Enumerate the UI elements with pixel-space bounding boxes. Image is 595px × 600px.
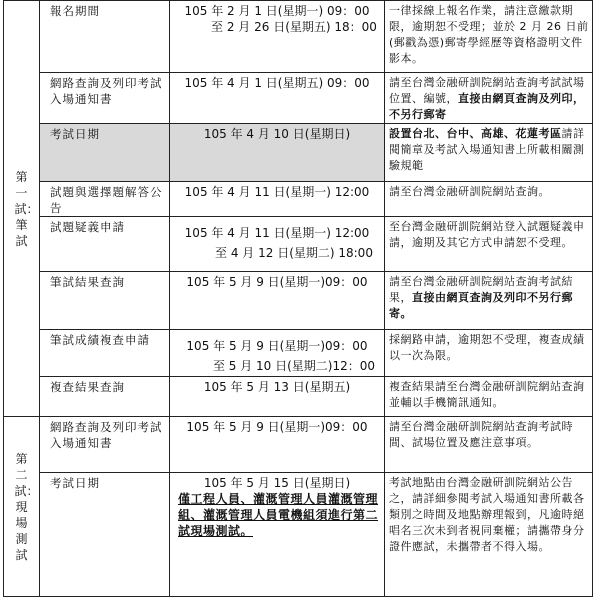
item-cell: 筆試成績複查申請 — [40, 330, 170, 377]
note-bold-text: 設置台北、台中、高雄、花蓮考區 — [389, 127, 562, 140]
date-line: 至 4 月 12 日(星期二) 18:00 — [215, 246, 373, 260]
date-line: 105 年 5 月 9 日(星期一)09：00 — [186, 420, 368, 434]
date-cell — [170, 330, 385, 377]
table-row — [4, 1, 593, 73]
date-cell — [170, 217, 385, 272]
date-cell — [170, 377, 385, 417]
item-cell: 考試日期 — [40, 473, 170, 597]
note-cell — [385, 73, 593, 124]
date-line: 105 年 4 月 11 日(星期一) 12:00 — [184, 185, 370, 199]
table-row — [4, 124, 593, 182]
note-bold-text: 直接由網頁查詢及列印，不另行郵寄 — [389, 92, 585, 121]
table-row — [4, 330, 593, 377]
date-line: 105 年 4 月 1 日(星期五) 09：00 — [184, 76, 370, 90]
note-cell: 請至台灣金融研訓院網站查詢考試時間、試場位置及應注意事項。 — [385, 417, 593, 473]
table-row — [4, 217, 593, 272]
date-cell — [170, 73, 385, 124]
note-cell: 請至台灣金融研訓院網站查詢。 — [385, 182, 593, 217]
date-cell — [170, 1, 385, 73]
stage-1-label: 第一試：筆試 — [14, 169, 39, 248]
stage-2-cell — [4, 417, 40, 597]
item-cell: 網路查詢及列印考試入場通知書 — [40, 73, 170, 124]
date-line: 至 2 月 26 日(星期五) 18：00 — [211, 20, 377, 34]
item-cell: 考試日期 — [40, 124, 170, 182]
table-row — [4, 73, 593, 124]
note-cell — [385, 124, 593, 182]
item-cell: 報名期間 — [40, 1, 170, 73]
note-cell: 一律採線上報名作業，請注意繳款期限，逾期恕不受理；並於 2 月 26 日前(郵戳為憑)郵寄學經歷等資格證明文件影本。 — [385, 1, 593, 73]
note-cell: 採網路申請，逾期恕不受理，複查成績以一次為限。 — [385, 330, 593, 377]
date-cell — [170, 124, 385, 182]
schedule-table — [3, 0, 593, 597]
date-line: 105 年 4 月 10 日(星期日) — [203, 127, 351, 141]
note-cell: 至台灣金融研訓院網站登入試題疑義申請，逾期及其它方式申請恕不受理。 — [385, 217, 593, 272]
date-line: 105 年 5 月 9 日(星期一)09：00 — [186, 339, 368, 353]
note-text: 請至台灣金融研訓院網站查詢考試試場位置、編號， — [389, 76, 585, 105]
table-row — [4, 473, 593, 597]
note-text: 請詳閱簡章及考試入場通知書上所載相關測驗規範 — [389, 127, 585, 172]
date-cell — [170, 182, 385, 217]
table-row — [4, 377, 593, 417]
note-bold-text: 直接由網頁查詢及列印不另行郵寄。 — [389, 291, 573, 320]
date-bold-note: 僅工程人員、灌溉管理人員灌溉管理組、灌溉管理人員電機組須進行第二試現場測試。 — [178, 492, 379, 538]
table-row — [4, 272, 593, 330]
item-cell: 網路查詢及列印考試入場通知書 — [40, 417, 170, 473]
note-cell: 考試地點由台灣金融研訓院網站公告之，請詳細參閱考試入場通知書所載各類別之時間及地點辦理報到，凡逾時絕唱名三次未到者視同棄權；請攜帶身分證件應試，未攜帶者不得入場。 — [385, 473, 593, 597]
table-row — [4, 417, 593, 473]
date-line: 105 年 2 月 1 日(星期一) 09：00 — [184, 4, 370, 18]
date-line: 105 年 5 月 9 日(星期一)09：00 — [186, 275, 368, 289]
date-line: 105 年 5 月 13 日(星期五) — [203, 380, 351, 394]
date-cell — [170, 417, 385, 473]
date-line: 105 年 4 月 11 日(星期一) 12:00 — [184, 226, 370, 240]
date-cell — [170, 272, 385, 330]
item-cell: 試題與選擇題解答公告 — [40, 182, 170, 217]
note-cell: 複查結果請至台灣金融研訓院網站查詢並輔以手機簡訊通知。 — [385, 377, 593, 417]
item-cell: 筆試結果查詢 — [40, 272, 170, 330]
table-row — [4, 182, 593, 217]
date-line: 至 5 月 10 日(星期二)12：00 — [212, 359, 376, 373]
stage-2-label: 第二試：現場測試 — [14, 451, 39, 562]
item-cell: 試題疑義申請 — [40, 217, 170, 272]
item-cell: 複查結果查詢 — [40, 377, 170, 417]
note-text: 請至台灣金融研訓院網站查詢考試結果， — [389, 275, 573, 304]
date-cell — [170, 473, 385, 597]
date-line: 105 年 5 月 15 日(星期日) — [203, 476, 351, 490]
stage-1-cell — [4, 1, 40, 417]
note-cell — [385, 272, 593, 330]
